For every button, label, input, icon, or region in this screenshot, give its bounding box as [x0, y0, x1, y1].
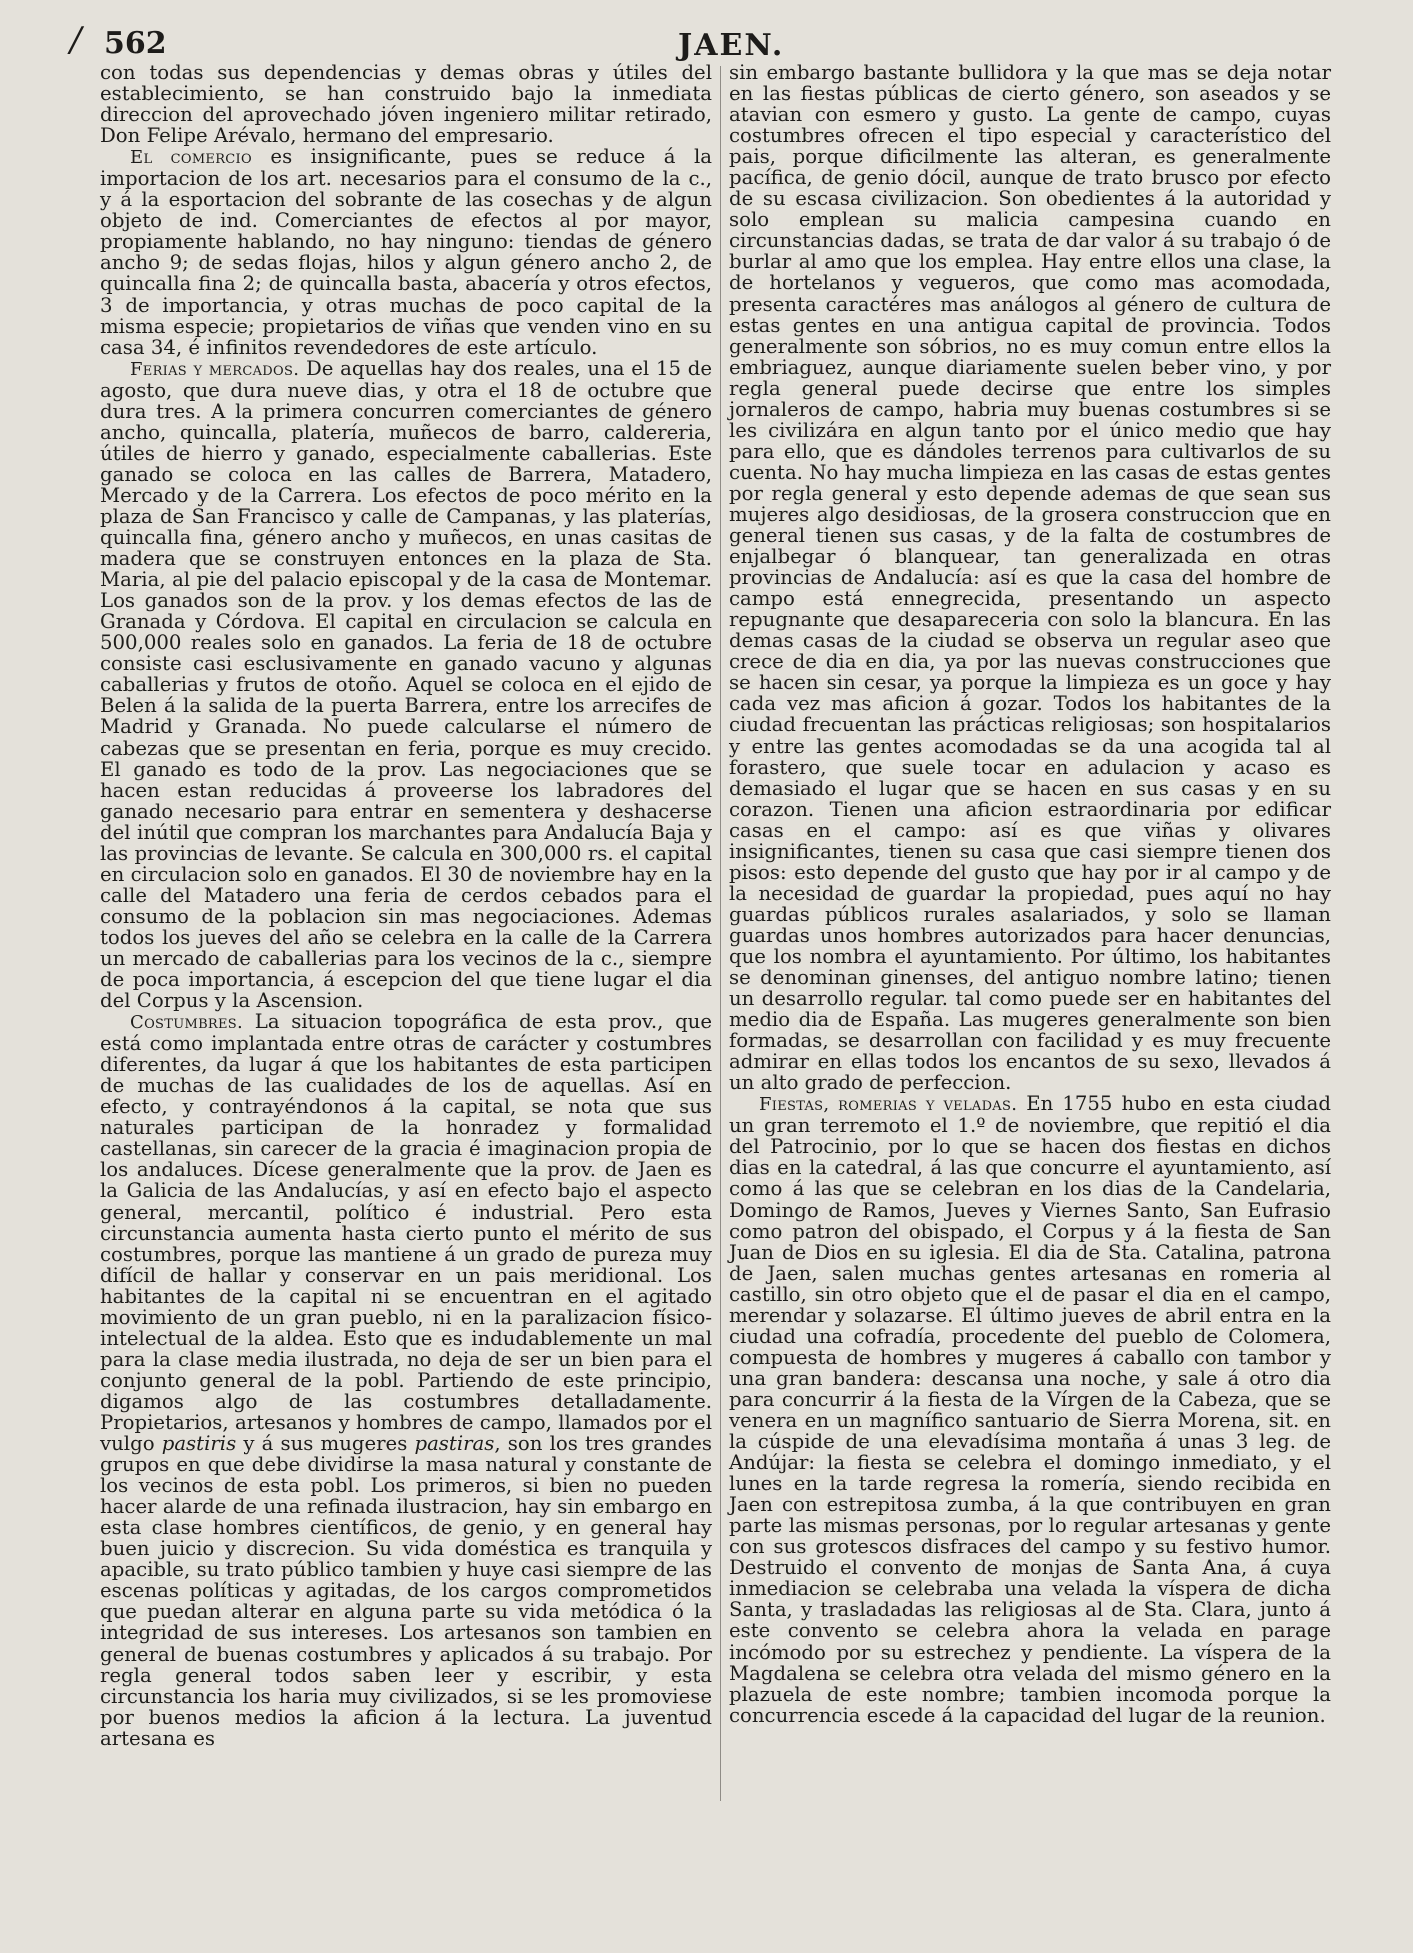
paragraph-establecimiento — [100, 62, 712, 146]
paragraph-costumbres — [100, 1011, 712, 1749]
section-heading-costumbres: Costumbres. — [130, 1012, 244, 1034]
page-number: 562 — [104, 26, 167, 61]
paragraph-text: es insignificante, pues se reduce á la importacion de los art. necesarios para el consumo de la c., y á la esportacion del sobrante de las cosechas y de algun objeto de ind. Comerciantes de efectos al por mayor, propiamente hablando, no hay ninguno: tiendas de género ancho 9; de sedas flojas, hilos y algun género ancho 2, de quincalla fina 2; de quincalla basta, abacería y otros efectos, 3 de importancia, y otras muchas de poco capital de la misma especie; propietarios de viñas que venden vino en su casa 34, é infinitos revendedores de este artículo. — [100, 145, 712, 359]
paragraph-text: En 1755 hubo en esta ciudad un gran terremoto el 1.º de noviembre, que repitió el dia del Patrocinio, por lo que se hacen dos fiestas en dichos dias en la catedral, á las que concurre el ayuntamiento, así como á las que se celebran en los dias de la Candelaria, Domingo de Ramos, Jueves y Viernes Santo, San Eufrasio como patron del obispado, el Corpus y á la fiesta de San Juan de Dios en su iglesia. El dia de Sta. Catalina, patrona de Jaen, salen muchas gentes artesanas en romeria al castillo, sin otro objeto que el de pasar el dia en el campo, merendar y solazarse. El último jueves de abril entra en la ciudad una cofradía, procedente del pueblo de Colomera, compuesta de hombres y mugeres á caballo con tambor y una gran bandera: descansa una noche, y sale á otro dia para concurrir á la fiesta de la Vírgen de la Cabeza, que se venera en un magnífico santuario de Sierra Morena, sit. en la cúspide de una elevadísima montaña á unas 3 leg. de Andújar: la fiesta se celebra el domingo inmediato, y el lunes en la tarde regresa la romería, siendo recibida en Jaen con estrepitosa zumba, á la que contribuyen en gran parte las mismas personas, por lo regular artesanas y gente con sus grotescos disfraces del campo y su festivo humor. Destruido el convento de monjas de Santa Ana, á cuya inmediacion se celebraba una velada la víspera de dicha Santa, y trasladadas las religiosas al de Sta. Clara, junto á este convento se celebra ahora la velada en parage incómodo por su estrechez y pendiente. La víspera de la Magdalena se celebra otra velada del mismo género en la plazuela de este nombre; tambien incomoda porque la concurrencia escede á la capacidad del lugar de la reunion. — [729, 1092, 1331, 1727]
running-title: JAEN. — [678, 28, 785, 63]
margin-mark: / — [70, 20, 82, 60]
section-heading-ferias: Ferias y mercados. — [130, 358, 300, 380]
column-divider — [720, 66, 721, 1801]
left-column — [100, 62, 712, 1749]
paragraph-fiestas — [729, 1093, 1331, 1725]
paragraph-text: con todas sus dependencias y demas obras y útiles del establecimiento, se han construido bajo la inmediata direccion del aprovechado jóven ingeniero militar retirado, Don Felipe Arévalo, hermano del empresario. — [100, 61, 712, 148]
section-heading-comercio: El comercio — [130, 147, 252, 169]
paragraph-continuation — [729, 62, 1331, 1093]
italic-term: pastiris — [161, 1432, 237, 1456]
paragraph-text: sin embargo bastante bullidora y la que mas se deja notar en las fiestas públicas de cierto género, son aseados y se atavian con esmero y gusto. La gente de campo, cuyas costumbres ofrecen el tipo especial y característico del pais, porque dificilmente las alteran, es generalmente pacífica, de genio dócil, aunque de trato brusco por efecto de su escasa civilizacion. Son obedientes á la autoridad y solo emplean su malicia campesina cuando en circunstancias dadas, se trata de dar valor á su trabajo ó de burlar al amo que los emplea. Hay entre ellos una clase, la de hortelanos y vegueros, que como mas acomodada, presenta caractéres mas análogos al género de cultura de estas gentes en una antigua capital de provincia. Todos generalmente son sóbrios, no es muy comun entre ellos la embriaguez, aunque diariamente suelen beber vino, y por regla general puede decirse que entre los simples jornaleros de campo, habria muy buenas costumbres si se les civilizára en algun tanto por el único medio que hay para ello, que es dándoles terrenos para cultivarlos de su cuenta. No hay mucha limpieza en las casas de estas gentes por regla general y esto depende ademas de que sean sus mujeres algo desidiosas, de la grosera construccion que en general tienen sus casas, y de la falta de costumbres de enjalbegar ó blanquear, tan generalizada en otras provincias de Andalucía: así es que la casa del hombre de campo está ennegrecida, presentando un aspecto repugnante que desapareceria con solo la blancura. En las demas casas de la ciudad se observa un regular aseo que crece de dia en dia, ya por las nuevas construcciones que se hacen sin cesar, ya porque la limpieza es un goce y hay cada vez mas aficion á gozar. Todos los habitantes de la ciudad frecuentan las prácticas religiosas; son hospitalarios y entre las gentes acomodadas se da una acogida tal al forastero, que suele tocar en adulacion y acaso es demasiado el lugar que se hacen en sus casas y en su corazon. Tienen una aficion estraordinaria por edificar casas en el campo: así es que viñas y olivares insignificantes, tienen su casa que casi siempre tienen dos pisos: esto depende del gusto que hay por ir al campo y de la necesidad de guardar la propiedad, pues aquí no hay guardas públicos rurales asalariados, y solo se llaman guardas unos hombres autorizados para hacer denuncias, que los nombra el ayuntamiento. Por último, los habitantes se denominan ginenses, del antiguo nombre latino; tienen un desarrollo regular. tal como puede ser en habitantes del medio dia de España. Las mugeres generalmente son bien formadas, se desarrollan con facilidad y es muy frecuente admirar en ellas todos los encantos de su sexo, llevados á un alto grado de perfeccion. — [729, 61, 1331, 1095]
paragraph-text: , son los tres grandes grupos en que debe dividirse la masa natural y constante de los vecinos de esta pobl. Los primeros, si bien no pueden hacer alarde de una refinada ilustracion, hay sin embargo en esta clase hombres científicos, de genio, y en general hay buen juicio y discrecion. Su vida doméstica es tranquila y apacible, su trato público tambien y huye casi siempre de las escenas políticas y agitadas, de los cargos comprometidos que puedan alterar en alguna parte su vida metódica ó la integridad de sus intereses. Los artesanos son tambien en general de buenas costumbres y aplicados á su trabajo. Por regla general todos saben leer y escribir, y esta circunstancia los haria muy civilizados, si se les promoviese por buenos medios la aficion á la lectura. La juventud artesana es — [100, 1432, 713, 1750]
italic-term: pastiras — [414, 1432, 495, 1456]
paragraph-comercio — [100, 146, 712, 357]
section-heading-fiestas: Fiestas, romerias y veladas. — [759, 1094, 1018, 1116]
paragraph-text: La situacion topográfica de esta prov., que está como implantada entre otras de carácter y costumbres diferentes, da lugar á que los habitantes de esta participen de muchas de las cualidades de los de aquellas. Así en efecto, y contrayéndonos á la capital, se nota que sus naturales participan de la honradez y formalidad castellanas, sin carecer de la gracia é imaginacion propia de los andaluces. Dícese generalmente que la prov. de Jaen es la Galicia de las Andalucías, y así en efecto bajo el aspecto general, mercantil, político é industrial. Pero esta circunstancia aumenta hasta cierto punto el mérito de sus costumbres, porque las mantiene á un grado de pureza muy difícil de hallar y conservar en un pais meridional. Los habitantes de la capital ni se encuentran en el agitado movimiento de un gran pueblo, ni en la paralizacion físico-intelectual de la aldea. Esto que es indudablemente un mal para la clase media ilustrada, no deja de ser un bien para el conjunto general de la pobl. Partiendo de este principio, digamos algo de las costumbres detalladamente. Propietarios, artesanos y hombres de campo, llamados por el vulgo — [100, 1010, 712, 1456]
paragraph-text: De aquellas hay dos reales, una el 15 de agosto, que dura nueve dias, y otra el 18 de octubre que dura tres. A la primera concurren comerciantes de género ancho, quincalla, platería, muñecos de barro, caldereria, útiles de hierro y ganado, especialmente caballerias. Este ganado se coloca en las calles de Barrera, Matadero, Mercado y de la Carrera. Los efectos de poco mérito en la plaza de San Francisco y calle de Campanas, y las platerías, quincalla fina, género ancho y muñecos, en unas casitas de madera que se construyen entonces en la plaza de Sta. Maria, al pie del palacio episcopal y de la casa de Montemar. Los ganados son de la prov. y los demas efectos de las de Granada y Córdova. El capital en circulacion se calcula en 500,000 reales solo en ganados. La feria de 18 de octubre consiste casi esclusivamente en ganado vacuno y algunas caballerias y frutos de otoño. Aquel se coloca en el ejido de Belen á la salida de la puerta Barrera, entre los arrecifes de Madrid y Granada. No puede calcularse el número de cabezas que se presentan en feria, porque es muy crecido. El ganado es todo de la prov. Las negociaciones que se hacen estan reducidas á proveerse los labradores del ganado necesario para entrar en sementera y deshacerse del inútil que compran los marchantes para Andalucía Baja y las provincias de levante. Se calcula en 300,000 rs. el capital en circulacion solo en ganados. El 30 de noviembre hay en la calle del Matadero una feria de cerdos cebados para el consumo de la poblacion sin mas negociaciones. Ademas todos los jueves del año se celebra en la calle de la Carrera un mercado de caballerias para los vecinos de la c., siempre de poca importancia, á escepcion del que tiene lugar el dia del Corpus y la Ascension. — [100, 356, 713, 1013]
right-column — [729, 62, 1331, 1726]
paragraph-text: y á sus mugeres — [236, 1432, 415, 1456]
paragraph-ferias — [100, 358, 712, 1011]
